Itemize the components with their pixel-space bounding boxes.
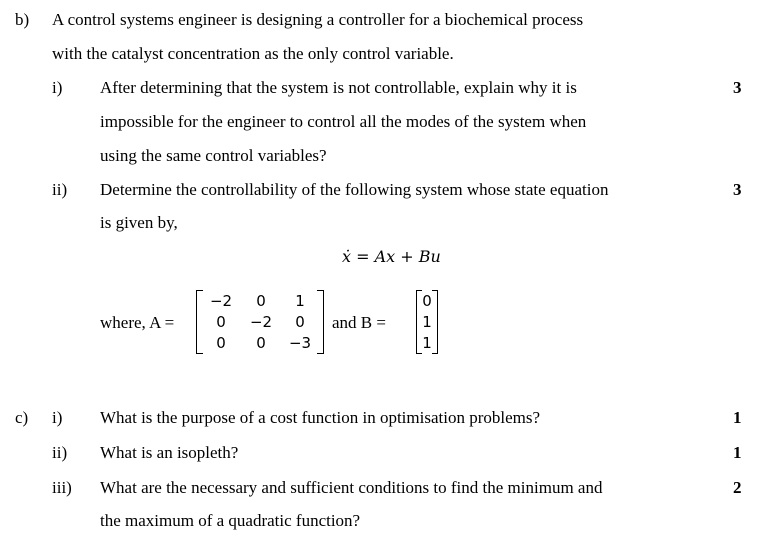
q-c-iii-line2: the maximum of a quadratic function? <box>100 511 361 530</box>
part-b-intro-line1: A control systems engineer is designing a controller for a biochemical process <box>52 10 584 29</box>
matrix-a <box>196 290 324 354</box>
q-c-i-marks: 1 <box>733 408 742 427</box>
matrix-b-cell: 1 <box>422 313 432 331</box>
matrix-a-cell: −2 <box>249 313 273 331</box>
q-b-i-line2: impossible for the engineer to control all the modes of the system when <box>100 112 587 131</box>
matrix-a-cell: 0 <box>256 292 266 310</box>
q-b-i-line3: using the same control variables? <box>100 146 327 165</box>
where-a-label: where, A = <box>100 313 175 332</box>
q-c-iii-line1: What are the necessary and sufficient conditions to find the minimum and <box>100 478 603 497</box>
matrix-b-cell: 1 <box>422 334 432 352</box>
q-c-ii-marks: 1 <box>733 443 742 462</box>
matrix-a-cell: 1 <box>295 292 305 310</box>
matrix-a-cell: 0 <box>216 313 226 331</box>
matrix-a-cell: −3 <box>288 334 312 352</box>
q-b-ii-number: ii) <box>52 180 68 199</box>
q-b-i-number: i) <box>52 78 63 97</box>
part-b-label: b) <box>15 10 30 29</box>
state-equation: ẋ = Ax + Bu <box>342 247 441 266</box>
matrix-a-cell: 0 <box>295 313 305 331</box>
q-c-iii-number: iii) <box>52 478 72 497</box>
matrix-a-cell: 0 <box>256 334 266 352</box>
q-c-i-number: i) <box>52 408 63 427</box>
q-c-ii-number: ii) <box>52 443 68 462</box>
matrix-a-cell: −2 <box>209 292 233 310</box>
matrix-b-cell: 0 <box>422 292 432 310</box>
q-b-i-line1: After determining that the system is not controllable, explain why it is <box>100 78 577 97</box>
matrix-a-right-bracket <box>317 290 324 354</box>
part-c-label: c) <box>15 408 29 427</box>
part-b-intro-line2: with the catalyst concentration as the only control variable. <box>52 44 454 63</box>
q-b-ii-line1: Determine the controllability of the following system whose state equation <box>100 180 609 199</box>
matrix-b <box>416 290 438 354</box>
q-b-ii-marks: 3 <box>733 180 742 199</box>
and-b-label: and B = <box>332 313 386 332</box>
q-c-ii-text: What is an isopleth? <box>100 443 239 462</box>
q-b-i-marks: 3 <box>733 78 742 97</box>
matrix-a-cell: 0 <box>216 334 226 352</box>
q-c-i-text: What is the purpose of a cost function in optimisation problems? <box>100 408 541 427</box>
q-c-iii-marks: 2 <box>733 478 742 497</box>
q-b-ii-line2: is given by, <box>100 213 178 232</box>
